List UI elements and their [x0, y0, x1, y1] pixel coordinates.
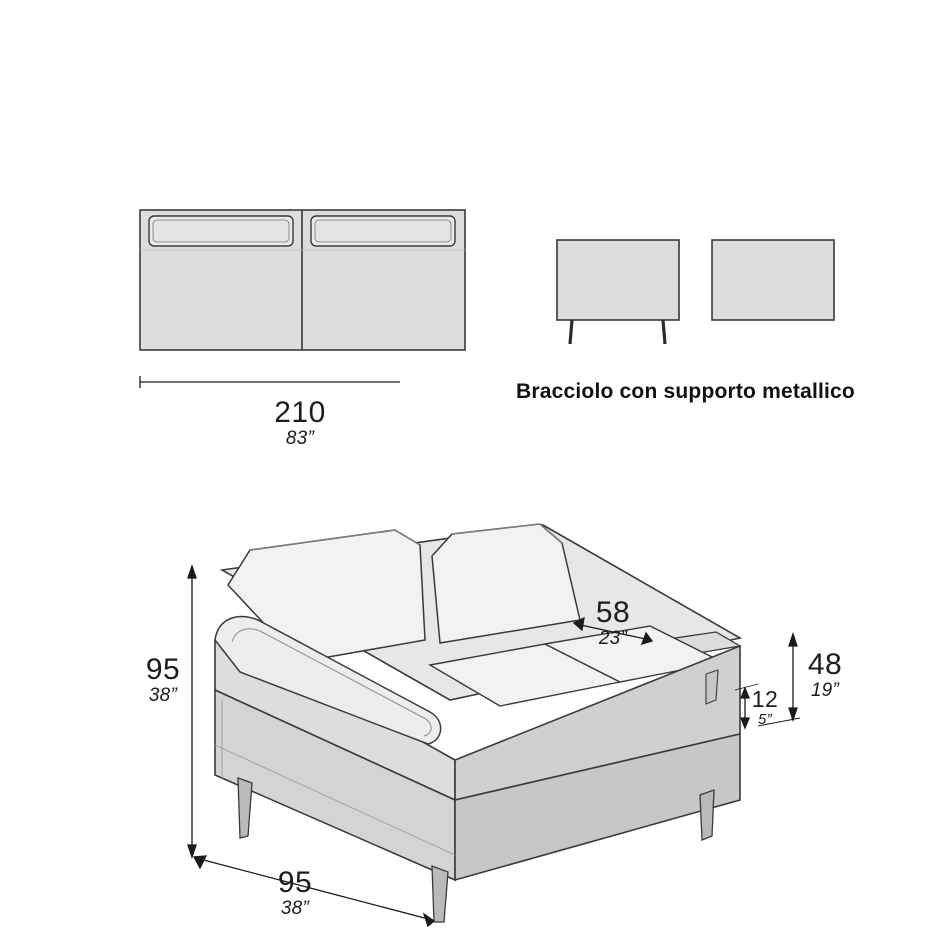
dimension-label-width: [220, 398, 380, 448]
dimension-metric: 48: [807, 648, 843, 681]
dimension-imperial: 38”: [280, 898, 310, 919]
dimension-metric: 95: [277, 866, 313, 899]
armrest-view-plain: [712, 240, 834, 320]
dimension-label-leg-height: [735, 688, 795, 727]
dimension-metric: 210: [274, 396, 326, 429]
dimension-imperial: 23”: [598, 628, 628, 649]
dimension-imperial: 38”: [148, 685, 178, 706]
perspective-sofa-body: [215, 524, 740, 922]
dimension-metric: 58: [595, 596, 631, 629]
dimension-line-height-95: [188, 566, 196, 857]
dimension-metric: 95: [145, 653, 181, 686]
dimension-imperial: 83”: [285, 428, 315, 449]
dimension-metric: 12: [751, 686, 779, 712]
dimension-label-seat-depth: [578, 598, 648, 648]
dimension-imperial: 19”: [810, 680, 840, 701]
dimension-line-width-210: [140, 376, 400, 388]
top-view-sofa: [140, 210, 465, 350]
dimension-label-seat-height: [790, 650, 860, 700]
dimension-imperial: 5”: [758, 711, 772, 728]
dimension-label-height-total: [128, 655, 198, 705]
armrest-view-with-metal-support: [557, 240, 679, 344]
armrest-caption: Bracciolo con supporto metallico: [516, 380, 855, 403]
dimension-label-depth-total: [260, 868, 330, 918]
